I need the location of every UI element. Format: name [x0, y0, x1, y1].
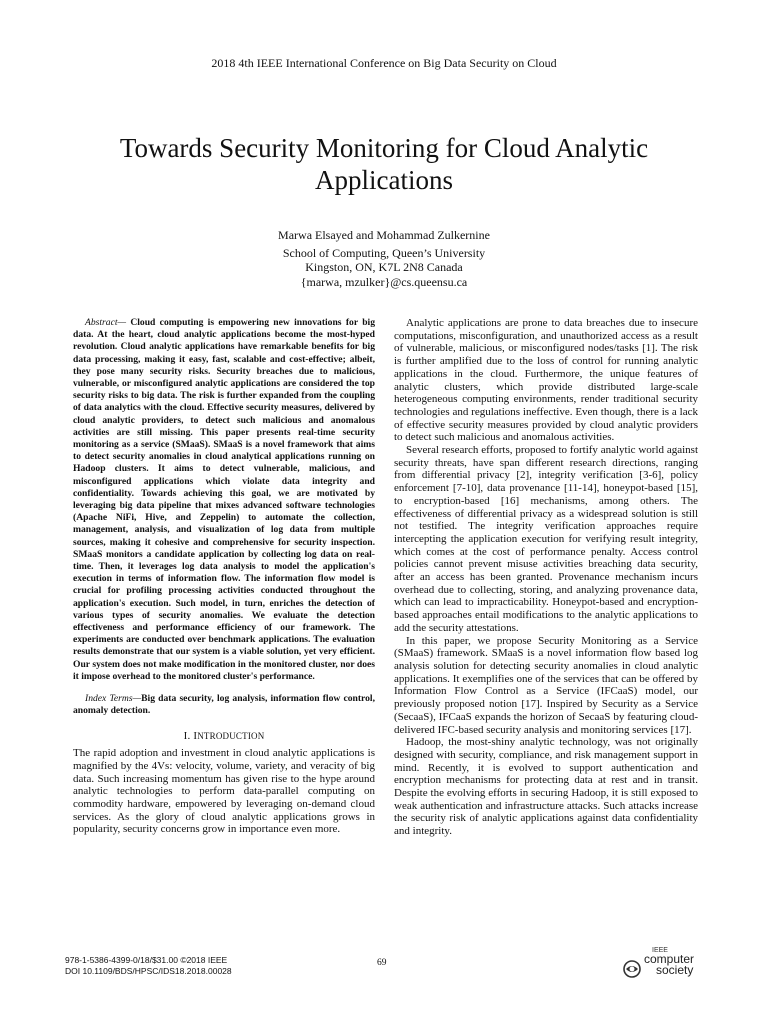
author-email: {marwa, mzulker}@cs.queensu.ca [300, 274, 468, 289]
paper-title [80, 132, 688, 196]
left-column [73, 317, 375, 836]
index-terms-text: Big data security, log analysis, information flow control, anomaly detection. [73, 693, 375, 717]
abstract [73, 317, 375, 683]
body-paragraph-1: Analytic applications are prone to data breaches due to insecure computations, misconfiguration, and unauthorized access as a result of vulnerable, malicious, or misconfigured nodes/tasks [1]. The risk is further amplified due to the loss of control for running analytic applications in the cloud. Furthermore, the unique features of analytic clusters, which provide distributed large-scale heterogeneous computing environments, render traditional security technologies and regulations ineffective. Even though, there is a lack of effective security measures provided by cloud analytic providers to detect such malicious and anomalous activities. [394, 317, 698, 444]
index-terms [73, 693, 375, 717]
logo-ieee-text: IEEE [652, 947, 668, 954]
body-paragraph-3: In this paper, we propose Security Monitoring as a Service (SMaaS) framework. SMaaS is a novel information flow based log analysis solution for detecting security anomalies in cloud analytic applications. It exemplifies one of the services that can be offered by Information Flow Control as a Service (IFCaaS) model, our previously proposed notion [17]. Inspired by Security as a Service (SecaaS), IFCaaS expands the horizon of SecaaS by featuring cloud-delivered IFC-based security analysis and monitoring services [17]. [394, 634, 698, 736]
page-number: 69 [377, 958, 387, 968]
ieee-computer-society-logo [622, 947, 712, 983]
section-heading-rest: NTRODUCTION [197, 730, 265, 741]
logo-computer-text: computer [644, 952, 695, 966]
footer-isbn: 978-1-5386-4399-0/18/$31.00 ©2018 IEEE [65, 955, 228, 965]
conference-header: 2018 4th IEEE International Conference on Big Data Security on Cloud [211, 56, 557, 70]
body-paragraph-2: Several research efforts, proposed to fortify analytic world against security threats, have span different research directions, ranging from differential privacy [2], integrity verification [3-6], policy enforcement [7-10], data provenance [11-14], honeypot-based [15], to encryption-based [16] mechanisms, among others. The effectiveness of differential privacy as a widespread solution is still not testified. The integrity verification approaches require intercepting the application execution for verifying result integrity, which comes at the cost of performance penalty. Access control policies cannot prevent misuse activities breaching data security, after an access has been granted. Provenance mechanism incurs overhead due to collecting, storing, and analyzing provenance data, which can lead to impracticability. Honeypot-based and encryption-based approaches entail modifications to the analytic applications to add the security attestations. [394, 444, 698, 634]
author-location: Kingston, ON, K7L 2N8 Canada [305, 260, 463, 274]
author-affiliation: School of Computing, Queen’s University [282, 245, 486, 260]
paper-title-line1: Towards Security Monitoring for Cloud Analytic [119, 133, 649, 163]
logo-society-text: society [656, 963, 694, 977]
intro-paragraph: The rapid adoption and investment in cloud analytic applications is magnified by the 4Vs: velocity, volume, variety, and veracity of big data. Such increasing momentum has given rise to the hype around analytic technologies to perform data-parallel computing on commodity hardware, empowered by leveraging on-demand cloud services. As the glory of cloud analytic applications grows in popularity, security concerns grow in importance even more. [73, 747, 375, 836]
ieee-globe-icon [622, 959, 642, 979]
abstract-text: Cloud computing is empowering new innovations for big data. At the heart, cloud analytic applications become the most-hyped revolution. Cloud analytic applications have remarkable benefits for big data processing, making it easy, fast, scalable and cost-effective; albeit, they pose many security risks. Security breaches due to malicious, vulnerable, or misconfigured analytic applications are considered the top security risks to big data. The risk is further expanded from the coupling of data analytics with the cloud. Effective security measures, delivered by cloud analytic providers, to detect such malicious and anomalous activities are still missing. This paper presents real-time security monitoring as a service (SMaaS). SMaaS is a novel framework that aims to detect security anomalies in cloud analytical applications running on Hadoop clusters. It aims to detect vulnerable, malicious, and misconfigured applications which violate data integrity and confidentiality. Towards achieving this goal, we are motivated by leveraging big data pipeline that mixes advanced software technologies (Apache NiFi, Hive, and Zeppelin) to automate the collection, management, analysis, and visualization of log data from multiple sources, making it cohesive and comprehensive for security inspection. SMaaS monitors a candidate application by collecting log data on real-time. Then, it leverages log data analysis to model the application's execution in terms of information flow. The information flow model is crucial for profiling processing activities conducted throughout the application's execution. Such model, in turn, enriches the detection of various types of security anomalies. We evaluate the detection effectiveness and performance efficiency of our framework. The experiments are conducted over benchmark applications. The evaluation results demonstrate that our system is a viable solution, yet very efficient. Our system does not make modification in the monitored cluster, nor does it impose overhead to the monitored cluster's performance. [73, 317, 375, 682]
section-first-letter: I [193, 729, 198, 742]
footer-doi: DOI 10.1109/BDS/HPSC/IDS18.2018.00028 [65, 965, 232, 976]
footer-copyright [65, 955, 232, 976]
body-paragraph-4: Hadoop, the most-shiny analytic technology, was not originally designed with security, compliance, and risk management support in mind. Recently, it is evolved to support authentication and encryption mechanisms for protecting data at rest and in transit. Despite the evolving efforts in securing Hadoop, it is still exposed to weak authentication and infrastructure attacks. Such attacks increase the security risk of analytic applications against data confidentiality and integrity. [394, 736, 698, 838]
author-names: Marwa Elsayed and Mohammad Zulkernine [278, 228, 490, 242]
index-terms-lead: Index Terms— [85, 693, 142, 705]
section-heading-introduction [73, 730, 375, 743]
right-column [394, 317, 698, 838]
paper-title-line2: Applications [315, 165, 453, 195]
section-numeral: I. [183, 729, 194, 742]
author-block [0, 228, 768, 289]
abstract-lead: Abstract— [85, 317, 127, 328]
